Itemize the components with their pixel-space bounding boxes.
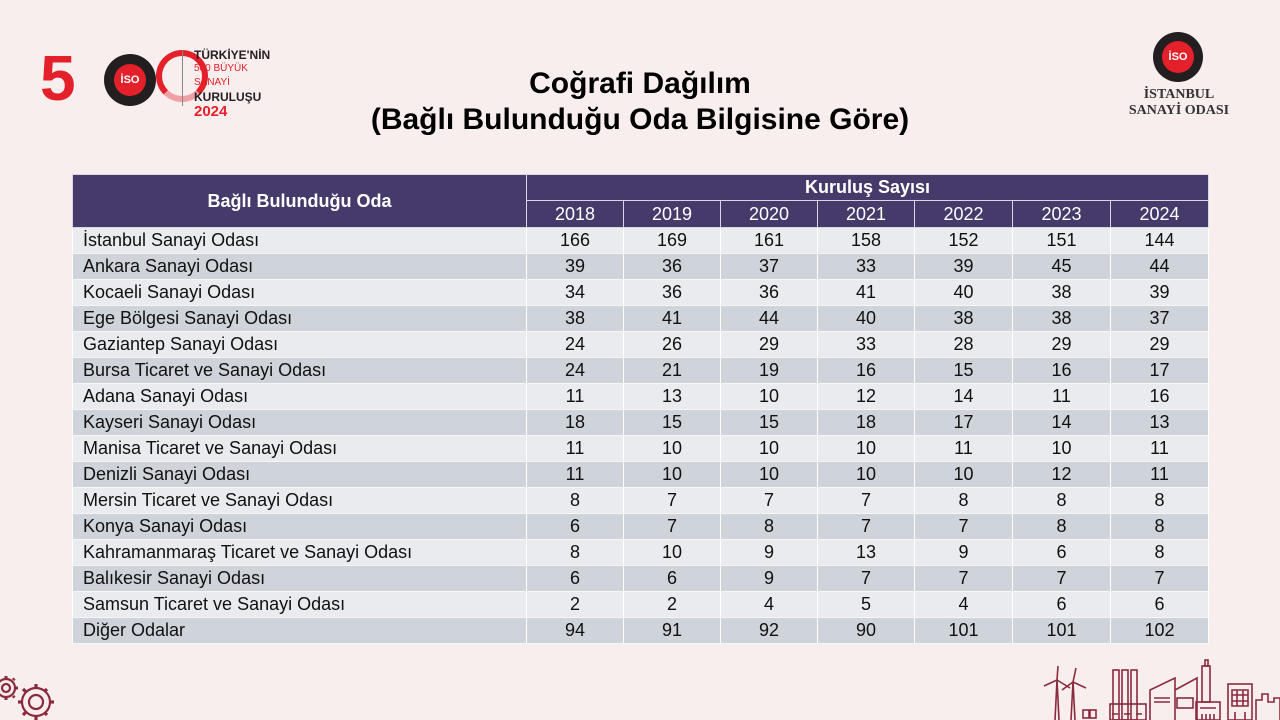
count-cell: 15 — [721, 410, 818, 436]
count-cell: 13 — [818, 540, 915, 566]
count-cell: 166 — [527, 228, 624, 254]
count-cell: 10 — [721, 384, 818, 410]
count-cell: 18 — [527, 410, 624, 436]
count-cell: 39 — [527, 254, 624, 280]
count-cell: 92 — [721, 618, 818, 644]
count-cell: 8 — [1111, 514, 1209, 540]
column-group-header: Kuruluş Sayısı — [527, 175, 1209, 201]
title-line2: (Bağlı Bulunduğu Oda Bilgisine Göre) — [370, 103, 910, 136]
column-header-year: 2018 — [527, 201, 624, 228]
table-row — [73, 306, 1209, 332]
column-header-year: 2023 — [1013, 201, 1111, 228]
count-cell: 7 — [624, 514, 721, 540]
count-cell: 151 — [1013, 228, 1111, 254]
chamber-name-cell: Balıkesir Sanayi Odası — [73, 566, 527, 592]
chamber-name-cell: İstanbul Sanayi Odası — [73, 228, 527, 254]
chamber-name-cell: Bursa Ticaret ve Sanayi Odası — [73, 358, 527, 384]
count-cell: 26 — [624, 332, 721, 358]
count-cell: 39 — [1111, 280, 1209, 306]
chamber-name-cell: Gaziantep Sanayi Odası — [73, 332, 527, 358]
count-cell: 152 — [915, 228, 1013, 254]
count-cell: 18 — [818, 410, 915, 436]
count-cell: 36 — [721, 280, 818, 306]
count-cell: 2 — [624, 592, 721, 618]
count-cell: 10 — [624, 462, 721, 488]
count-cell: 144 — [1111, 228, 1209, 254]
count-cell: 94 — [527, 618, 624, 644]
count-cell: 38 — [1013, 280, 1111, 306]
count-cell: 11 — [1111, 462, 1209, 488]
table-row — [73, 592, 1209, 618]
table-row — [73, 280, 1209, 306]
gears-icon — [0, 668, 70, 720]
count-cell: 11 — [915, 436, 1013, 462]
chamber-name-cell: Mersin Ticaret ve Sanayi Odası — [73, 488, 527, 514]
count-cell: 7 — [1013, 566, 1111, 592]
count-cell: 11 — [527, 384, 624, 410]
count-cell: 169 — [624, 228, 721, 254]
count-cell: 29 — [1111, 332, 1209, 358]
count-cell: 8 — [1111, 540, 1209, 566]
count-cell: 11 — [1111, 436, 1209, 462]
chamber-name-cell: Kahramanmaraş Ticaret ve Sanayi Odası — [73, 540, 527, 566]
count-cell: 37 — [1111, 306, 1209, 332]
count-cell: 4 — [915, 592, 1013, 618]
count-cell: 102 — [1111, 618, 1209, 644]
count-cell: 6 — [624, 566, 721, 592]
count-cell: 6 — [527, 514, 624, 540]
count-cell: 38 — [527, 306, 624, 332]
count-cell: 19 — [721, 358, 818, 384]
count-cell: 7 — [1111, 566, 1209, 592]
chamber-name-cell: Kayseri Sanayi Odası — [73, 410, 527, 436]
count-cell: 13 — [624, 384, 721, 410]
count-cell: 8 — [915, 488, 1013, 514]
count-cell: 41 — [818, 280, 915, 306]
count-cell: 10 — [721, 462, 818, 488]
chamber-name-cell: Konya Sanayi Odası — [73, 514, 527, 540]
count-cell: 10 — [624, 540, 721, 566]
industrial-skyline-icon — [1040, 658, 1280, 720]
table-row — [73, 228, 1209, 254]
column-header-chamber: Bağlı Bulunduğu Oda — [73, 175, 527, 228]
count-cell: 40 — [818, 306, 915, 332]
count-cell: 6 — [1013, 592, 1111, 618]
count-cell: 7 — [915, 566, 1013, 592]
count-cell: 101 — [1013, 618, 1111, 644]
count-cell: 7 — [915, 514, 1013, 540]
count-cell: 33 — [818, 332, 915, 358]
count-cell: 10 — [1013, 436, 1111, 462]
count-cell: 24 — [527, 358, 624, 384]
count-cell: 11 — [1013, 384, 1111, 410]
count-cell: 12 — [1013, 462, 1111, 488]
count-cell: 10 — [721, 436, 818, 462]
column-header-year: 2019 — [624, 201, 721, 228]
count-cell: 40 — [915, 280, 1013, 306]
table-row — [73, 384, 1209, 410]
count-cell: 44 — [1111, 254, 1209, 280]
count-cell: 11 — [527, 436, 624, 462]
count-cell: 10 — [818, 436, 915, 462]
iso-name-line2: SANAYİ ODASI — [1128, 103, 1230, 118]
iso-emblem-text: İSO — [1162, 41, 1194, 73]
count-cell: 44 — [721, 306, 818, 332]
count-cell: 161 — [721, 228, 818, 254]
count-cell: 13 — [1111, 410, 1209, 436]
chamber-name-cell: Adana Sanayi Odası — [73, 384, 527, 410]
count-cell: 28 — [915, 332, 1013, 358]
count-cell: 91 — [624, 618, 721, 644]
count-cell: 8 — [1013, 488, 1111, 514]
chamber-name-cell: Diğer Odalar — [73, 618, 527, 644]
count-cell: 8 — [527, 540, 624, 566]
count-cell: 4 — [721, 592, 818, 618]
count-cell: 14 — [1013, 410, 1111, 436]
count-cell: 14 — [915, 384, 1013, 410]
count-cell: 5 — [818, 592, 915, 618]
count-cell: 7 — [818, 488, 915, 514]
count-cell: 16 — [1013, 358, 1111, 384]
table-row — [73, 618, 1209, 644]
count-cell: 7 — [818, 514, 915, 540]
count-cell: 29 — [721, 332, 818, 358]
column-header-year: 2021 — [818, 201, 915, 228]
chamber-distribution-table — [72, 174, 1209, 644]
count-cell: 21 — [624, 358, 721, 384]
count-cell: 24 — [527, 332, 624, 358]
table-body — [73, 228, 1209, 644]
table-row — [73, 540, 1209, 566]
count-cell: 11 — [527, 462, 624, 488]
count-cell: 8 — [1111, 488, 1209, 514]
logo-year: 2024 — [194, 103, 228, 120]
logo-number-5: 5 — [40, 42, 72, 114]
count-cell: 38 — [915, 306, 1013, 332]
logo-line1: TÜRKİYE'NİN — [194, 48, 271, 62]
count-cell: 38 — [1013, 306, 1111, 332]
count-cell: 29 — [1013, 332, 1111, 358]
count-cell: 45 — [1013, 254, 1111, 280]
count-cell: 16 — [818, 358, 915, 384]
count-cell: 36 — [624, 254, 721, 280]
chamber-name-cell: Denizli Sanayi Odası — [73, 462, 527, 488]
count-cell: 16 — [1111, 384, 1209, 410]
count-cell: 37 — [721, 254, 818, 280]
count-cell: 17 — [915, 410, 1013, 436]
count-cell: 8 — [1013, 514, 1111, 540]
count-cell: 39 — [915, 254, 1013, 280]
count-cell: 7 — [818, 566, 915, 592]
table-row — [73, 332, 1209, 358]
count-cell: 15 — [624, 410, 721, 436]
count-cell: 33 — [818, 254, 915, 280]
count-cell: 9 — [721, 540, 818, 566]
table-row — [73, 488, 1209, 514]
chamber-name-cell: Manisa Ticaret ve Sanayi Odası — [73, 436, 527, 462]
logo-line2: 500 BÜYÜK SANAYİ — [194, 63, 248, 88]
logo-line3: KURULUŞU — [194, 90, 262, 104]
count-cell: 8 — [527, 488, 624, 514]
count-cell: 10 — [915, 462, 1013, 488]
iso-name-line1: İSTANBUL — [1143, 87, 1215, 102]
chamber-name-cell: Ege Bölgesi Sanayi Odası — [73, 306, 527, 332]
count-cell: 6 — [527, 566, 624, 592]
table-row — [73, 514, 1209, 540]
iso-emblem-text: İSO — [114, 64, 146, 96]
count-cell: 10 — [624, 436, 721, 462]
chamber-name-cell: Kocaeli Sanayi Odası — [73, 280, 527, 306]
count-cell: 6 — [1111, 592, 1209, 618]
count-cell: 9 — [721, 566, 818, 592]
count-cell: 8 — [721, 514, 818, 540]
count-cell: 7 — [624, 488, 721, 514]
count-cell: 41 — [624, 306, 721, 332]
table-row — [73, 358, 1209, 384]
count-cell: 101 — [915, 618, 1013, 644]
count-cell: 12 — [818, 384, 915, 410]
table-row — [73, 254, 1209, 280]
chamber-name-cell: Ankara Sanayi Odası — [73, 254, 527, 280]
count-cell: 10 — [818, 462, 915, 488]
count-cell: 158 — [818, 228, 915, 254]
table-row — [73, 566, 1209, 592]
count-cell: 6 — [1013, 540, 1111, 566]
count-cell: 17 — [1111, 358, 1209, 384]
column-header-year: 2020 — [721, 201, 818, 228]
title-line1: Coğrafi Dağılım — [529, 67, 751, 100]
count-cell: 7 — [721, 488, 818, 514]
count-cell: 34 — [527, 280, 624, 306]
table-row — [73, 436, 1209, 462]
table-row — [73, 410, 1209, 436]
table-row — [73, 462, 1209, 488]
count-cell: 36 — [624, 280, 721, 306]
count-cell: 9 — [915, 540, 1013, 566]
count-cell: 15 — [915, 358, 1013, 384]
column-header-year: 2022 — [915, 201, 1013, 228]
count-cell: 90 — [818, 618, 915, 644]
count-cell: 2 — [527, 592, 624, 618]
page-title — [0, 66, 1280, 138]
column-header-year: 2024 — [1111, 201, 1209, 228]
chamber-name-cell: Samsun Ticaret ve Sanayi Odası — [73, 592, 527, 618]
